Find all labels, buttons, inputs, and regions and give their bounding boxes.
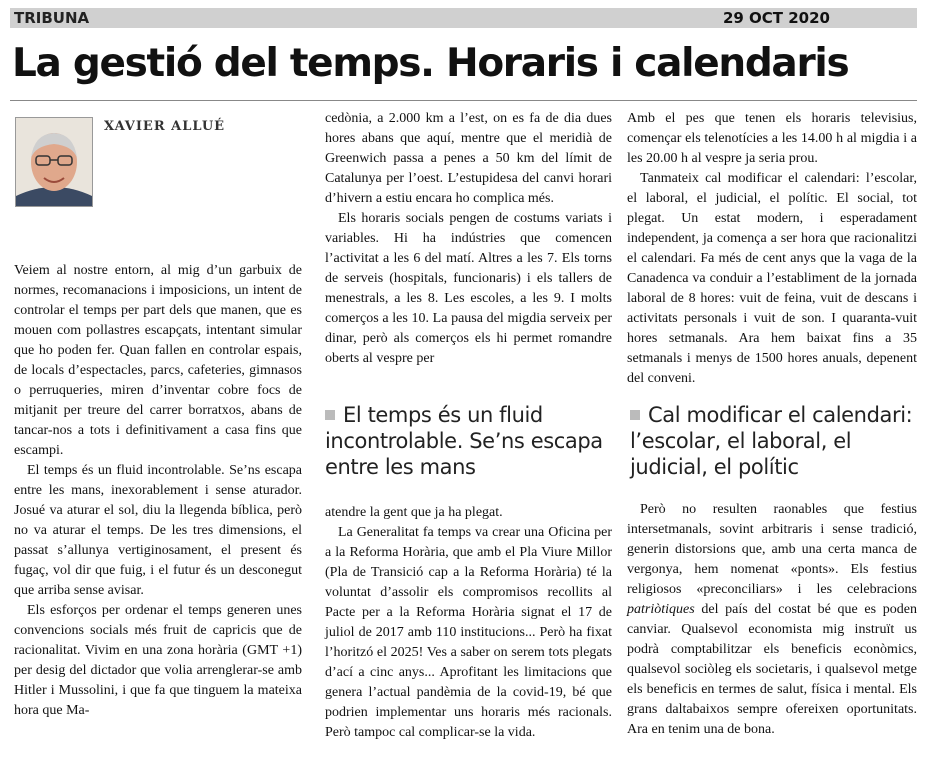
paragraph: Tanmateix cal modificar el calendari: l’escolar, el laboral, el judicial, el polític. El social, tot plegat. Un estat modern, i esperadament independent, ja comença a ser hora que racionalitzi el calendari. Fa més de cent anys que la vaga de la Canadenca va conduir a l’establiment de la jornada laboral de 8 hores: vuit de feina, vuit de descans i activitats personals i vuit de son. I quaranta-vuit hores setmanals. Ara hem baixat fins a 35 setmanals i menys de 1500 hores anuals, depenent del conveni. — [627, 171, 917, 386]
author-name: XAVIER ALLUÉ — [104, 119, 226, 134]
column-3-bottom — [627, 500, 917, 740]
emphasis-text: patriòtiques — [627, 602, 695, 617]
column-1 — [14, 261, 302, 721]
author-portrait-icon — [16, 118, 92, 206]
pull-quote-text: Cal modificar el calendari: l’escolar, el laboral, el judicial, el polític — [630, 403, 913, 479]
paragraph: El temps és un fluid incontrolable. Se’ns escapa entre les mans, inexorablement i sense aturador. Josué va aturar el sol, diu la llegenda bíblica, però no va aturar el temps. De les tres dimensions, el passat s’allunya vertiginosament, el present és fugaç, vol dir que fuig, i el futur és un desconegut que arriba sense avisar. — [14, 463, 302, 598]
headline: La gestió del temps. Horaris i calendaris — [12, 41, 849, 86]
column-3-top — [627, 109, 917, 389]
paragraph-text: del país del costat bé que es poden canviar. Qualsevol economista mig instruït us podrà comptabilitzar els beneficis econòmics, qualsevol sociòleg els societaris, i qualsevol metge els beneficis en termes de salut, física i mental. Els grans daltabaixos sempre ofereixen oportunitats. Ara en tenim una de bona. — [627, 602, 917, 737]
square-bullet-icon — [325, 410, 335, 420]
paragraph: Amb el pes que tenen els horaris televisius, començar els telenotícies a les 14.00 h al migdia i a les 20.00 h al vespre ja seria prou. — [627, 111, 917, 166]
publication-date: 29 OCT 2020 — [722, 9, 830, 27]
paragraph: atendre la gent que ja ha plegat. — [325, 505, 503, 520]
author-photo — [15, 117, 93, 207]
paragraph: Veiem al nostre entorn, al mig d’un garbuix de normes, recomanacions i imposicions, un intent de controlar el temps per part dels que manen, que es mouen com pollastres escapçats, intentant simular que ho poden fer. Quan fallen en controlar espais, de locals d’espectacles, parcs, cafeteries, gimnasos o perruqueries, miren d’inventar cobre focs de mitjanit per treure del carrer borratxos, abans de tancar-nos a tots i definitivament a casa fins que escampi. — [14, 263, 302, 458]
square-bullet-icon — [630, 410, 640, 420]
pull-quote-text: El temps és un fluid incontrolable. Se’ns escapa entre les mans — [325, 403, 603, 479]
section-label: TRIBUNA — [14, 9, 90, 27]
headline-rule — [10, 100, 917, 101]
column-2-bottom — [325, 503, 612, 743]
paragraph — [627, 500, 917, 740]
pull-quote-1 — [325, 402, 612, 480]
column-2-top — [325, 109, 612, 369]
paragraph-text: Però no resulten raonables que festius intersetmanals, sovint arbitraris i sense tradició, generin distorsions que, amb una certa manca de vergonya, hem nomenat «ponts». Els festius religiosos «preconciliars» i les celebracions — [627, 502, 917, 597]
pull-quote-2 — [630, 402, 917, 480]
paragraph: La Generalitat fa temps va crear una Oficina per a la Reforma Horària, que amb el Pla Viure Millor (Pla de Transició cap a la Reforma Horària) té la voluntat d’assolir els compromisos recollits al Pacte per a la Reforma Horària signat el 17 de juliol de 2017 amb 110 institucions... Però ha fixat l’horitzó el 2025! Ves a saber on serem tots plegats d’ací a cinc anys... Aprofitant les limitacions que genera l’actual pandèmia de la covid-19, bé que podrien implementar uns horaris més racionals. Però tampoc cal complicar-se la vida. — [325, 525, 612, 740]
paragraph: Els esforços per ordenar el temps generen unes convencions socials més fruit de capricis que de racionalitat. Vivim en una zona horària (GMT +1) per desig del dictador que volia arrenglerar-se amb Hitler i Mussolini, i que fa que tinguem la mateixa hora que Ma- — [14, 603, 302, 718]
paragraph: cedònia, a 2.000 km a l’est, on es fa de dia dues hores abans que aquí, mentre que el meridià de Greenwich passa a penes a 50 km del límit de Catalunya per l’oest. L’estupidesa del canvi horari d’hivern a estiu encara ho complica més. — [325, 111, 612, 206]
paragraph: Els horaris socials pengen de costums variats i variables. Hi ha indústries que comencen l’activitat a les 6 del matí. Altres a les 7. Els torns de serveis (hospitals, funcionaris) i els tallers de menestrals, a les 8. Les escoles, a les 9. I molts comerços a les 10. La pausa del migdia serveix per dinar, però als comerços els hi permet romandre oberts al vespre per — [325, 211, 612, 366]
